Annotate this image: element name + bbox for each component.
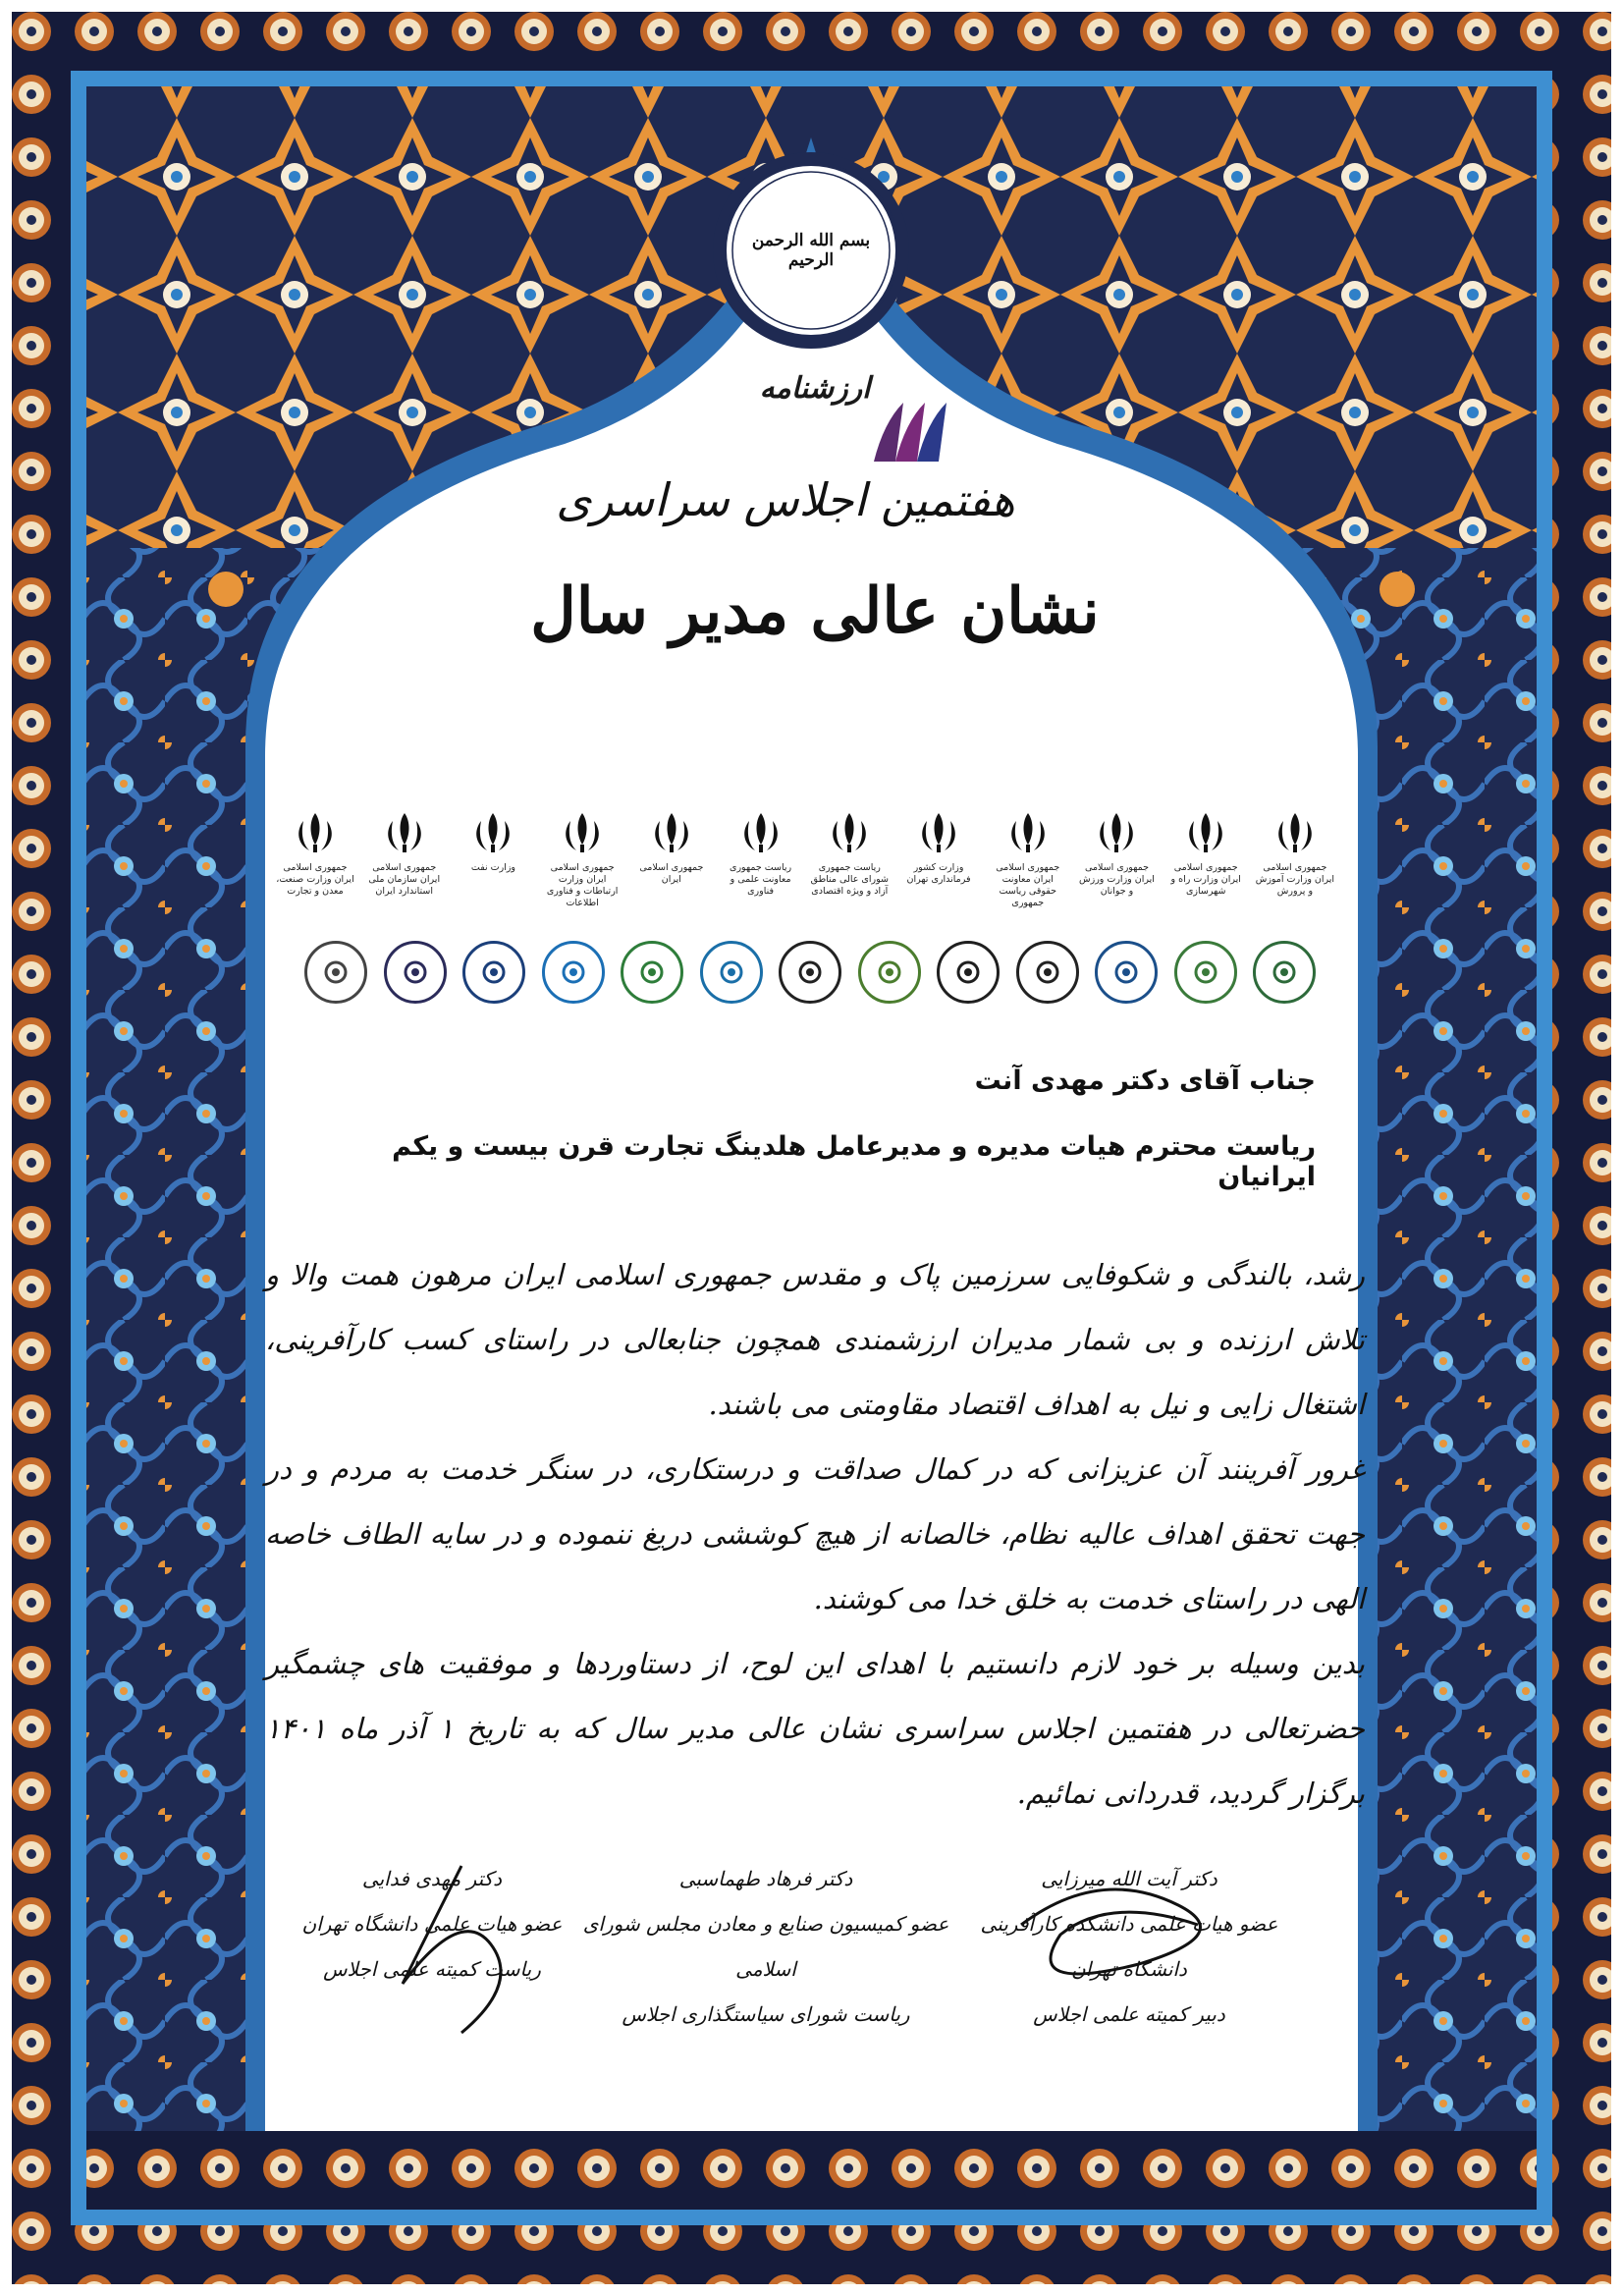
logo-9-icon: [621, 941, 683, 1004]
event-ordinal: هفتمین: [880, 473, 1015, 526]
signature-block-right: [962, 1856, 1296, 2037]
body-paragraph-3: بدین وسیله بر خود لازم دانستیم با اهدای این لوح، از دستاوردها و موفقیت های چشمگیر حضرتعالی در هفتمین اجلاس سراسری نشان عالی مدیر سال که به تاریخ ۱ آذر ماه ۱۴۰۱ برگزار گردید، قدردانی نمائیم.: [265, 1647, 1365, 1810]
iran-emblem-icon: [557, 807, 608, 858]
emblem-label: وزارت نفت: [470, 862, 516, 873]
emblem-label: جمهوری اسلامی ایران معاونت حقوقی ریاست جمهوری: [996, 862, 1060, 908]
emblem-label: وزارت کشور فرمانداری تهران: [906, 862, 971, 885]
event-title-line2: نشان عالی مدیر سال: [530, 574, 1100, 648]
logo-2-icon: [1174, 941, 1237, 1004]
ministry-emblem: [542, 807, 622, 945]
logo-10-icon: [542, 941, 605, 1004]
body-text: [265, 1242, 1365, 1826]
logo-3-icon: [1095, 941, 1158, 1004]
emblem-label: جمهوری اسلامی ایران: [639, 862, 704, 885]
ministry-emblem: [1076, 807, 1157, 945]
signature-block-middle: [569, 1856, 962, 2037]
ministry-emblem: [275, 807, 355, 945]
event-name-line1: اجلاس سراسری: [556, 473, 867, 526]
iran-emblem-icon: [290, 807, 341, 858]
iran-emblem-icon: [913, 807, 964, 858]
logo-6-icon: [858, 941, 921, 1004]
iran-emblem-icon: [824, 807, 875, 858]
ministry-emblem: [809, 807, 890, 945]
ministry-emblem: [453, 807, 533, 945]
iran-emblem-icon: [1002, 807, 1054, 858]
iran-emblem-icon: [1180, 807, 1231, 858]
iran-emblem-icon: [735, 807, 786, 858]
signatory-role: دبیر کمیته علمی اجلاس: [1033, 2002, 1225, 2026]
document-type-label: ارزشنامه: [759, 371, 871, 406]
iran-emblem-icon: [379, 807, 430, 858]
ministry-emblem: [631, 807, 712, 945]
ministry-emblem: [988, 807, 1068, 945]
sponsor-logo-row: [304, 933, 1316, 1011]
body-paragraph-1: رشد، بالندگی و شکوفایی سرزمین پاک و مقدس جمهوری اسلامی ایران مرهون همت والا و تلاش ارزنده و بی شمار مدیران ارزشمندی همچون جنابعالی در راستای کسب کارآفرینی، اشتغال زایی و نیل به اهداف اقتصاد مقاومتی می باشند.: [265, 1258, 1365, 1421]
signatory-role: ریاست شورای سیاستگذاری اجلاس: [622, 2002, 910, 2026]
emblem-label: جمهوری اسلامی ایران وزارت ارتباطات و فناوری اطلاعات: [546, 862, 619, 908]
ministry-emblem-row: [275, 807, 1335, 945]
emblem-label: جمهوری اسلامی ایران وزارت راه و شهرسازی: [1170, 862, 1241, 897]
event-title-line1: [344, 473, 1227, 526]
recipient-name: جناب آقای دکتر مهدی آنت: [974, 1066, 1316, 1096]
iran-emblem-icon: [1091, 807, 1142, 858]
body-paragraph-2: غرور آفرینند آن عزیزانی که در کمال صداقت و درستکاری، در سنگر خدمت به مردم و در جهت تحقق اهداف عالیه نظام، خالصانه از هیچ کوششی دریغ ننموده و در سایه الطاف خاصه الهی در راستای خدمت به خلق خدا می کوشند.: [265, 1452, 1365, 1615]
logo-8-icon: [700, 941, 763, 1004]
signatory-name: دکتر مهدی فدایی: [361, 1867, 503, 1890]
iran-emblem-icon: [467, 807, 518, 858]
emblem-label: جمهوری اسلامی ایران وزارت ورزش و جوانان: [1079, 862, 1155, 897]
emblem-label: ریاست جمهوری شورای عالی مناطق آزاد و ویژه اقتصادی: [810, 862, 889, 897]
signatory-name: دکتر فرهاد طهماسبی: [678, 1867, 853, 1890]
emblem-label: جمهوری اسلامی ایران وزارت آموزش و پرورش: [1255, 862, 1335, 897]
ministry-emblem: [364, 807, 445, 945]
ministry-emblem: [898, 807, 979, 945]
signatory-name: دکتر آیت الله میرزایی: [1041, 1867, 1217, 1890]
iran-emblem-icon: [646, 807, 697, 858]
logo-12-icon: [384, 941, 447, 1004]
emblem-label: جمهوری اسلامی ایران سازمان ملی استاندارد ایران: [368, 862, 441, 897]
logo-5-icon: [937, 941, 1000, 1004]
logo-7-icon: [779, 941, 841, 1004]
logo-11-icon: [462, 941, 525, 1004]
bismillah-calligraphy: بسم الله الرحمن الرحیم: [751, 231, 871, 270]
signature-block-left: [265, 1856, 599, 1992]
signatory-role: ریاست کمیته علمی اجلاس: [323, 1957, 541, 1981]
iran-emblem-icon: [1270, 807, 1321, 858]
ministry-emblem: [721, 807, 801, 945]
logo-1-icon: [1253, 941, 1316, 1004]
signatory-role: عضو کمیسیون صنایع و معادن مجلس شورای اسلامی: [582, 1912, 949, 1981]
logo-13-icon: [304, 941, 367, 1004]
signatory-role: عضو هیات علمی دانشگاه تهران: [301, 1912, 563, 1936]
emblem-label: ریاست جمهوری معاونت علمی و فناوری: [730, 862, 792, 897]
ministry-emblem: [1255, 807, 1335, 945]
logo-4-icon: [1016, 941, 1079, 1004]
recipient-title: ریاست محترم هیات مدیره و مدیرعامل هلدینگ تجارت قرن بیست و یکم ایرانیان: [392, 1131, 1316, 1192]
ministry-emblem: [1165, 807, 1246, 945]
emblem-label: جمهوری اسلامی ایران وزارت صنعت، معدن و تجارت: [276, 862, 354, 897]
signatory-role: عضو هیات علمی دانشکده کارآفرینی دانشگاه تهران: [980, 1912, 1278, 1981]
